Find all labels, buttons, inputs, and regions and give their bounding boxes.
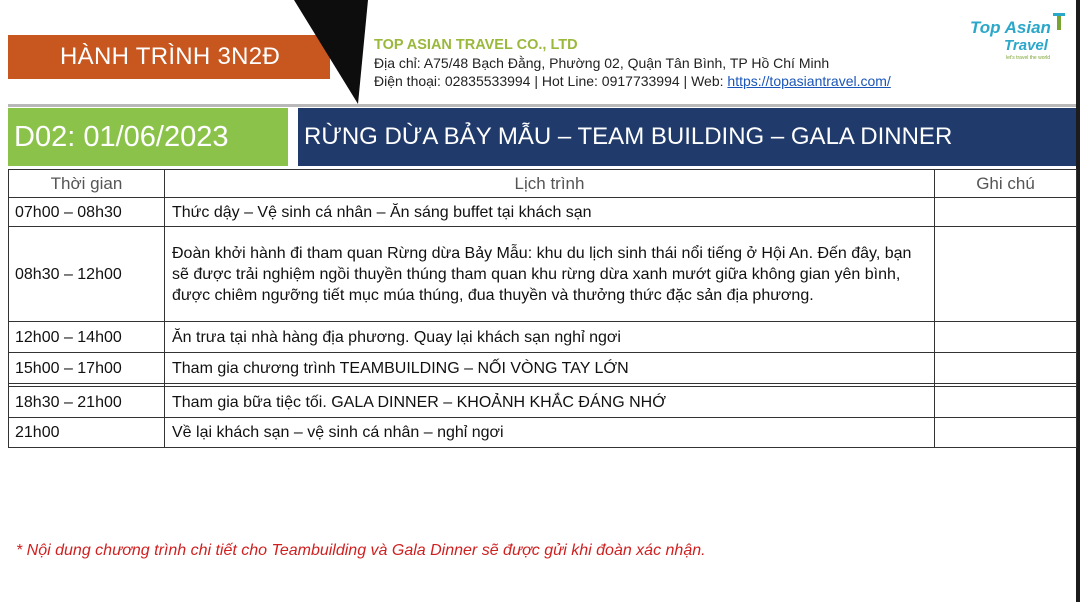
row-note — [935, 198, 1077, 227]
row-time: 18h30 – 21h00 — [9, 387, 165, 418]
row-note — [935, 418, 1077, 448]
company-logo — [968, 12, 1072, 66]
table-row — [9, 198, 1077, 227]
header-schedule: Lịch trình — [165, 170, 935, 198]
activity-text: Tham gia bữa tiệc tối. — [172, 393, 332, 411]
footnote: * Nội dung chương trình chi tiết cho Teambuilding và Gala Dinner sẽ được gửi khi đoàn xác nhận. — [16, 542, 706, 559]
row-activity — [165, 387, 935, 418]
row-activity — [165, 322, 935, 353]
header-time: Thời gian — [9, 170, 165, 198]
schedule-table — [8, 169, 1077, 448]
row-activity — [165, 227, 935, 322]
activity-highlight: TEAMBUILDING – NỐI VÒNG TAY LỚN — [339, 359, 629, 377]
activity-text: Thức dậy – Vệ sinh cá nhân – Ăn sáng buffet tại khách sạn — [172, 203, 592, 221]
table-row — [9, 387, 1077, 418]
table-row — [9, 322, 1077, 353]
company-address: Địa chỉ: A75/48 Bạch Đằng, Phường 02, Quận Tân Bình, TP Hồ Chí Minh — [374, 55, 830, 71]
activity-highlight: Rừng dừa Bảy Mẫu — [387, 244, 528, 262]
website-link[interactable]: https://topasiantravel.com/ — [727, 73, 891, 89]
itinerary-title-banner — [8, 35, 330, 79]
activity-text: Đoàn khởi hành đi tham quan — [172, 244, 388, 262]
contact-text: Điện thoại: 02835533994 | Hot Line: 0917733994 | Web: — [374, 73, 728, 89]
row-time: 12h00 – 14h00 — [9, 322, 165, 353]
row-activity — [165, 198, 935, 227]
logo-text-top: Top Asian — [970, 18, 1051, 37]
day-label: D02: 01/06/2023 — [14, 120, 229, 153]
day-bar — [8, 108, 1076, 166]
logo-mark-icon — [1052, 12, 1066, 37]
row-note — [935, 322, 1077, 353]
row-note — [935, 387, 1077, 418]
row-activity — [165, 353, 935, 384]
table-row — [9, 353, 1077, 384]
logo-text-bottom: Travel — [1004, 37, 1048, 54]
row-time: 15h00 – 17h00 — [9, 353, 165, 384]
row-activity — [165, 418, 935, 448]
day-theme-box — [298, 108, 1076, 166]
company-name: TOP ASIAN TRAVEL CO., LTD — [374, 37, 578, 53]
activity-text-after: : khu du lịch sinh thái nổi tiếng ở Hội An. Đến đây, bạn sẽ được trải nghiệm ngồi thuyền thúng tham quan khu rừng dừa xanh mướt giữa không gian yên bình, được chiêm ngưỡng tiết mục múa thúng, đua thuyền và thưởng thức đặc sản địa phương. — [172, 244, 912, 304]
activity-text: Ăn trưa tại nhà hàng địa phương. Quay lại khách sạn nghỉ ngơi — [172, 328, 621, 346]
day-label-box — [8, 108, 288, 166]
table-row — [9, 418, 1077, 448]
row-time: 07h00 – 08h30 — [9, 198, 165, 227]
company-contact — [374, 72, 974, 90]
row-time: 08h30 – 12h00 — [9, 227, 165, 322]
company-info — [374, 36, 974, 90]
row-note — [935, 353, 1077, 384]
activity-highlight: GALA DINNER – KHOẢNH KHẮC ĐÁNG NHỚ — [331, 393, 666, 411]
table-row — [9, 227, 1077, 322]
day-theme: RỪNG DỪA BẢY MẪU – TEAM BUILDING – GALA DINNER — [304, 123, 953, 150]
header-divider — [8, 104, 1076, 107]
activity-text: Tham gia chương trình — [172, 359, 340, 377]
header-note: Ghi chú — [935, 170, 1077, 198]
row-note — [935, 227, 1077, 322]
itinerary-title: HÀNH TRÌNH 3N2Đ — [60, 43, 281, 70]
day-bar-gap — [288, 108, 298, 166]
table-header-row — [9, 170, 1077, 198]
row-time: 21h00 — [9, 418, 165, 448]
logo-tagline: let's travel the world — [1006, 55, 1051, 61]
activity-text: Về lại khách sạn – vệ sinh cá nhân – nghỉ ngơi — [172, 424, 504, 441]
